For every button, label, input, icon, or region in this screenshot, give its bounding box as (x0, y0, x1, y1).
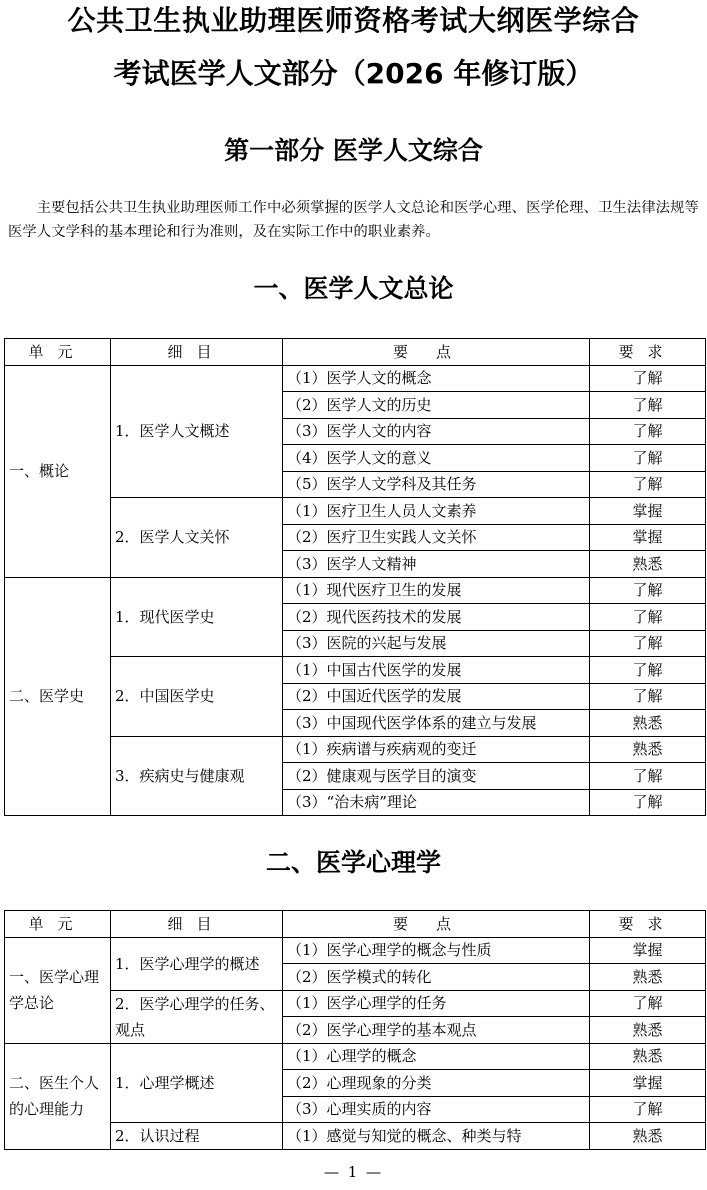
requirement-cell: 了解 (590, 604, 706, 631)
table-row (5, 1043, 706, 1070)
point-cell: （3）中国现代医学体系的建立与发展 (283, 710, 590, 737)
table-header-row (5, 911, 706, 938)
requirement-cell: 了解 (590, 392, 706, 419)
detail-cell: 2．医学心理学的任务、观点 (111, 990, 283, 1043)
point-cell: （1）医学心理学的概念与性质 (283, 937, 590, 964)
detail-cell: 2．医学人文关怀 (111, 498, 283, 578)
table-row (5, 365, 706, 392)
point-cell: （1）医学心理学的任务 (283, 990, 590, 1017)
requirement-cell: 了解 (590, 789, 706, 816)
table-row (5, 937, 706, 964)
requirement-cell: 了解 (590, 990, 706, 1017)
requirement-cell: 了解 (590, 763, 706, 790)
point-cell: （3）“治未病”理论 (283, 789, 590, 816)
header-unit: 单元 (5, 339, 111, 366)
requirement-cell: 熟悉 (590, 710, 706, 737)
point-cell: （4）医学人文的意义 (283, 445, 590, 472)
point-cell: （1）医学人文的概念 (283, 365, 590, 392)
unit-cell: 二、医生个人的心理能力 (5, 1043, 111, 1150)
point-cell: （1）心理学的概念 (283, 1043, 590, 1070)
table-row (5, 736, 706, 763)
detail-cell: 1．心理学概述 (111, 1043, 283, 1123)
header-point: 要点 (283, 339, 590, 366)
requirement-cell: 熟悉 (590, 736, 706, 763)
point-cell: （2）健康观与医学目的演变 (283, 763, 590, 790)
header-point: 要点 (283, 911, 590, 938)
requirement-cell: 熟悉 (590, 1017, 706, 1044)
requirement-cell: 了解 (590, 365, 706, 392)
table-header-row (5, 339, 706, 366)
detail-cell: 2．认识过程 (111, 1123, 283, 1150)
detail-cell: 1．现代医学史 (111, 577, 283, 657)
syllabus-table-psychology (4, 910, 706, 1150)
intro-paragraph: 主要包括公共卫生执业助理医师工作中必须掌握的医学人文总论和医学心理、医学伦理、卫生法律法规等医学人文学科的基本理论和行为准则，及在实际工作中的职业素养。 (8, 200, 699, 240)
requirement-cell: 了解 (590, 657, 706, 684)
document-title-line2: 考试医学人文部分（2026 年修订版） (113, 57, 594, 90)
part-title: 第一部分 医学人文综合 (224, 136, 483, 165)
point-cell: （3）医学人文的内容 (283, 418, 590, 445)
page-number: — 1 — (323, 1163, 384, 1181)
header-unit: 单元 (5, 911, 111, 938)
section-1-title: 一、医学人文总论 (253, 274, 454, 303)
point-cell: （1）感觉与知觉的概念、种类与特 (283, 1123, 590, 1150)
requirement-cell: 了解 (590, 630, 706, 657)
detail-cell: 2．中国医学史 (111, 657, 283, 737)
requirement-cell: 了解 (590, 418, 706, 445)
detail-cell: 3．疾病史与健康观 (111, 736, 283, 816)
point-cell: （2）医学人文的历史 (283, 392, 590, 419)
requirement-cell: 掌握 (590, 937, 706, 964)
requirement-cell: 了解 (590, 577, 706, 604)
unit-cell: 二、医学史 (5, 577, 111, 816)
requirement-cell: 掌握 (590, 524, 706, 551)
requirement-cell: 掌握 (590, 498, 706, 525)
point-cell: （2）中国近代医学的发展 (283, 683, 590, 710)
unit-cell: 一、概论 (5, 365, 111, 577)
point-cell: （2）医学模式的转化 (283, 964, 590, 991)
requirement-cell: 了解 (590, 1096, 706, 1123)
requirement-cell: 了解 (590, 471, 706, 498)
table-row (5, 990, 706, 1017)
point-cell: （3）心理实质的内容 (283, 1096, 590, 1123)
header-requirement: 要求 (590, 339, 706, 366)
requirement-cell: 熟悉 (590, 1123, 706, 1150)
point-cell: （2）医疗卫生实践人文关怀 (283, 524, 590, 551)
detail-cell: 1．医学心理学的概述 (111, 937, 283, 990)
document-title-line1: 公共卫生执业助理医师资格考试大纲医学综合 (67, 4, 640, 37)
point-cell: （1）医疗卫生人员人文素养 (283, 498, 590, 525)
point-cell: （1）现代医疗卫生的发展 (283, 577, 590, 604)
requirement-cell: 了解 (590, 683, 706, 710)
header-detail: 细目 (111, 339, 283, 366)
table-row (5, 657, 706, 684)
table-row (5, 1123, 706, 1150)
table-row (5, 577, 706, 604)
requirement-cell: 熟悉 (590, 1043, 706, 1070)
point-cell: （1）中国古代医学的发展 (283, 657, 590, 684)
section-2-title: 二、医学心理学 (265, 848, 441, 877)
detail-cell: 1．医学人文概述 (111, 365, 283, 498)
point-cell: （1）疾病谱与疾病观的变迁 (283, 736, 590, 763)
requirement-cell: 了解 (590, 445, 706, 472)
syllabus-table-humanities (4, 338, 706, 816)
point-cell: （5）医学人文学科及其任务 (283, 471, 590, 498)
header-detail: 细目 (111, 911, 283, 938)
point-cell: （2）医学心理学的基本观点 (283, 1017, 590, 1044)
point-cell: （2）心理现象的分类 (283, 1070, 590, 1097)
requirement-cell: 掌握 (590, 1070, 706, 1097)
table-row (5, 498, 706, 525)
point-cell: （2）现代医药技术的发展 (283, 604, 590, 631)
point-cell: （3）医院的兴起与发展 (283, 630, 590, 657)
unit-cell: 一、医学心理学总论 (5, 937, 111, 1043)
point-cell: （3）医学人文精神 (283, 551, 590, 578)
header-requirement: 要求 (590, 911, 706, 938)
requirement-cell: 熟悉 (590, 964, 706, 991)
requirement-cell: 熟悉 (590, 551, 706, 578)
